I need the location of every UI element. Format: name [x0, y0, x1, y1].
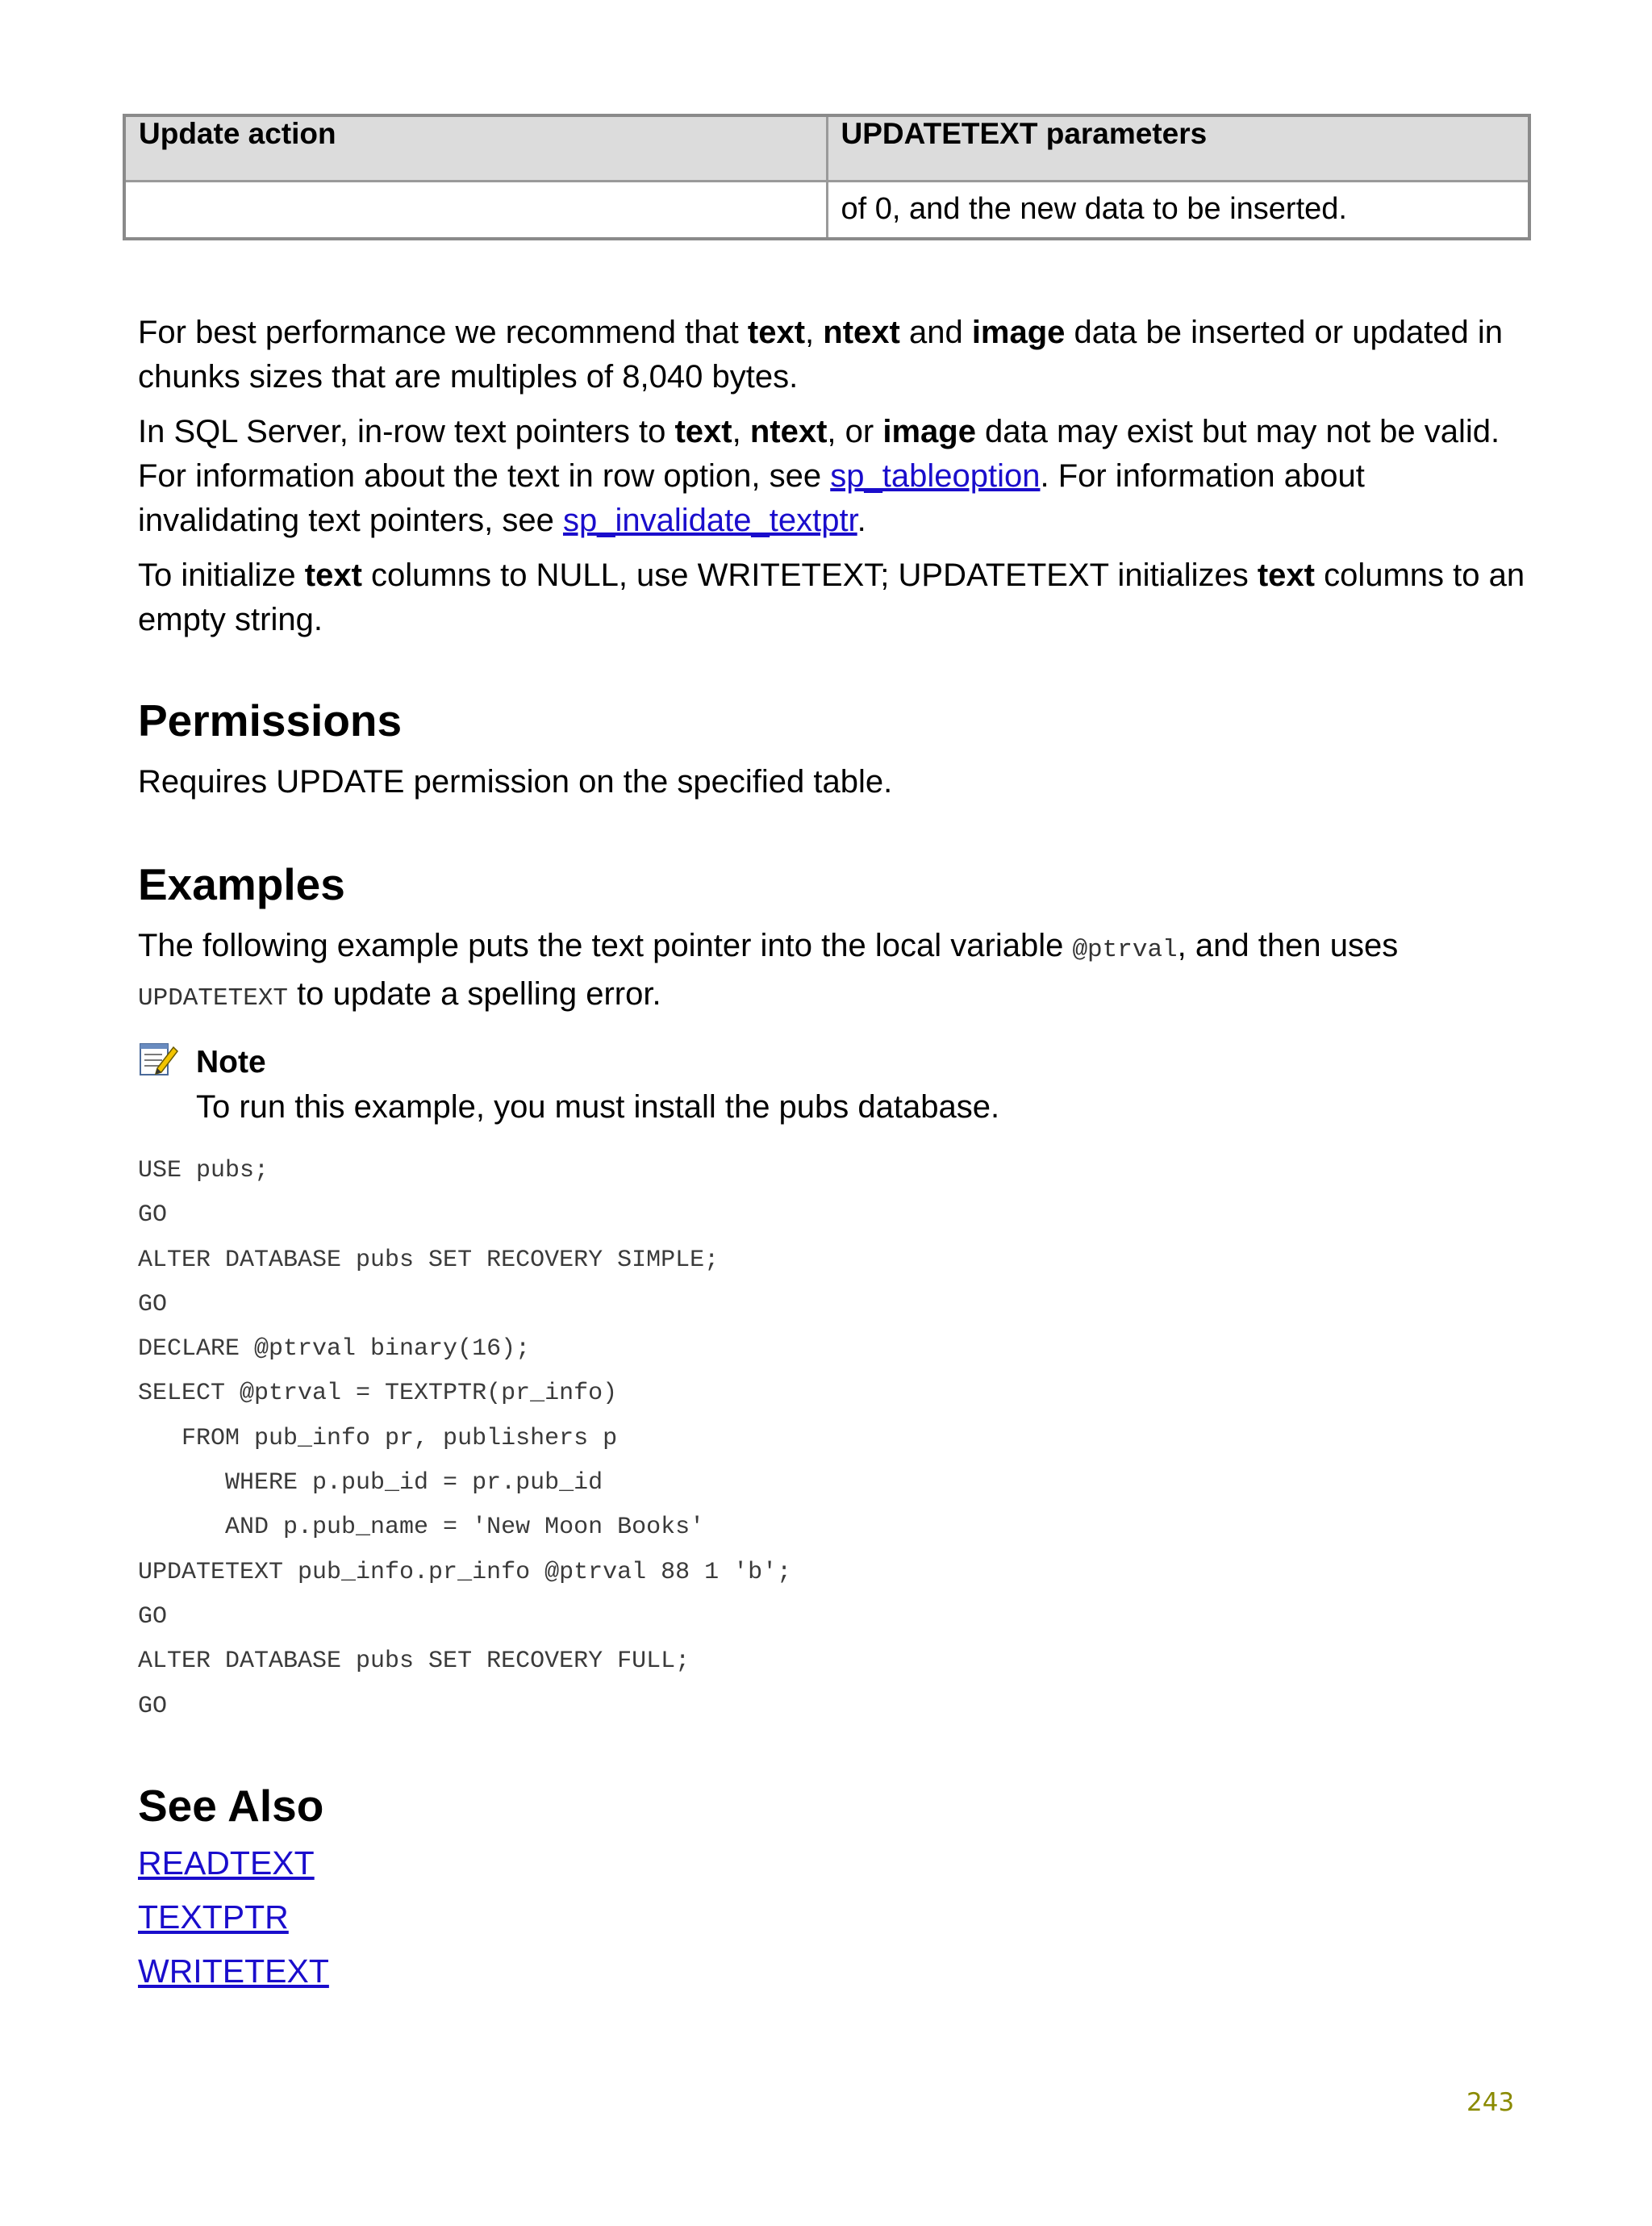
permissions-text: Requires UPDATE permission on the specified table. [138, 764, 893, 800]
link-readtext[interactable]: READTEXT [138, 1844, 315, 1881]
code-line: GO [138, 1201, 168, 1230]
heading-examples: Examples [138, 859, 345, 909]
code-line: USE pubs; [138, 1157, 269, 1184]
code-line: DECLARE @ptrval binary(16); [138, 1335, 531, 1364]
link-textptr[interactable]: TEXTPTR [138, 1898, 289, 1936]
table-cell-action [124, 182, 827, 240]
update-parameters-table [123, 114, 1531, 240]
code-line: UPDATETEXT pub_info.pr_info @ptrval 88 1 'b'; [138, 1558, 792, 1586]
code-line: GO [138, 1692, 168, 1720]
table-row [124, 182, 1529, 240]
table-header-row [124, 115, 1529, 182]
page-number: 243 [1466, 2088, 1515, 2117]
table-cell-parameters: of 0, and the new data to be inserted. [827, 182, 1529, 240]
paragraph-text-pointers: In SQL Server, in-row text pointers to text, ntext, or image data may exist but may not be valid. For information about the text in row option, see sp_tableoption. For information about invalidating text pointers, see sp_invalidate_textptr. [138, 414, 1500, 538]
code-line: FROM pub_info pr, publishers p [138, 1424, 618, 1452]
heading-see-also: See Also [138, 1781, 324, 1831]
code-block [138, 1154, 791, 1734]
paragraph-performance: For best performance we recommend that text, ntext and image data be inserted or updated in chunks sizes that are multiples of 8,040 bytes. [138, 315, 1504, 395]
code-line: SELECT @ptrval = TEXTPTR(pr_info) [138, 1380, 618, 1408]
note-text: To run this example, you must install the pubs database. [196, 1089, 1000, 1125]
header-updatetext-parameters: UPDATETEXT parameters [827, 115, 1529, 182]
examples-intro: The following example puts the text pointer into the local variable @ptrval, and then uses UPDATETEXT to update a spelling error. [138, 928, 1399, 1013]
code-line: GO [138, 1602, 168, 1631]
code-line: GO [138, 1290, 168, 1318]
paragraph-initialize: To initialize text columns to NULL, use WRITETEXT; UPDATETEXT initializes text columns to an empty string. [138, 558, 1525, 637]
note-pad-icon [138, 1039, 178, 1078]
code-line: WHERE p.pub_id = pr.pub_id [138, 1469, 603, 1497]
link-sp-tableoption[interactable]: sp_tableoption [830, 458, 1041, 494]
link-sp-invalidate-textptr[interactable]: sp_invalidate_textptr [562, 503, 857, 538]
link-writetext[interactable]: WRITETEXT [138, 1952, 329, 1990]
code-line: AND p.pub_name = 'New Moon Books' [138, 1514, 705, 1542]
code-line: ALTER DATABASE pubs SET RECOVERY SIMPLE; [138, 1246, 720, 1274]
code-line: ALTER DATABASE pubs SET RECOVERY FULL; [138, 1648, 690, 1676]
note-label: Note [196, 1045, 266, 1080]
header-update-action: Update action [124, 115, 827, 182]
heading-permissions: Permissions [138, 695, 403, 745]
